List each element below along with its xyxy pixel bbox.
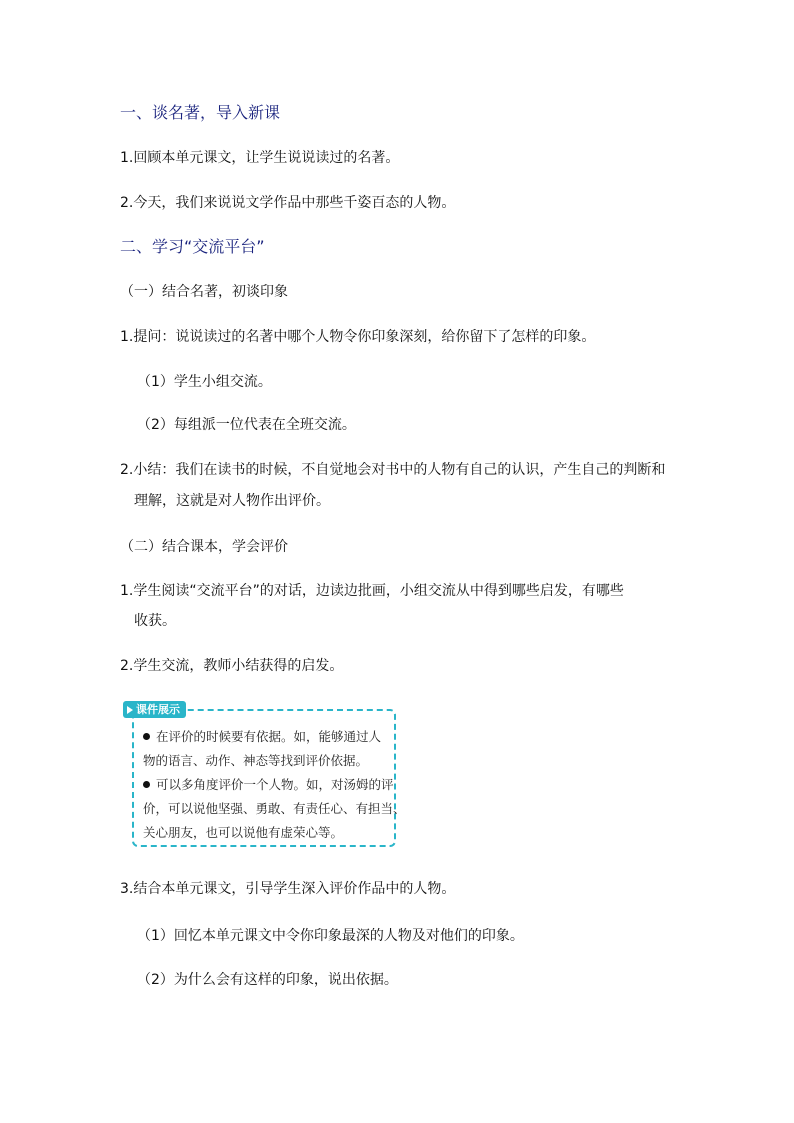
- subsection-1-question-b: （2）每组派一位代表在全班交流。: [137, 417, 356, 433]
- section-2-heading: 二、学习“交流平台”: [120, 237, 265, 256]
- subsection-2-item-3-b: （2）为什么会有这样的印象，说出依据。: [137, 972, 398, 988]
- subsection-1-question: 1.提问：说说读过的名著中哪个人物令你印象深刻，给你留下了怎样的印象。: [120, 329, 596, 345]
- subsection-1-summary-line-2: 理解，这就是对人物作出评价。: [134, 493, 330, 509]
- subsection-2-item-2: 2.学生交流，教师小结获得的启发。: [120, 658, 344, 674]
- section-1-item-2: 2.今天，我们来说说文学作品中那些千姿百态的人物。: [120, 195, 456, 211]
- courseware-tag-label: 课件展示: [136, 703, 180, 716]
- bullet-icon: [143, 733, 150, 740]
- subsection-1-question-a: （1）学生小组交流。: [137, 374, 272, 390]
- subsection-1-summary-line-1: 2.小结：我们在读书的时候，不自觉地会对书中的人物有自己的认识，产生自己的判断和: [120, 462, 666, 478]
- courseware-line-3: 可以多角度评价一个人物。如，对汤姆的评: [143, 773, 394, 797]
- play-icon: [127, 706, 133, 714]
- courseware-tag: [123, 701, 186, 718]
- bullet-icon: [143, 781, 150, 788]
- subsection-2-item-3: 3.结合本单元课文，引导学生深入评价作品中的人物。: [120, 881, 456, 897]
- subsection-2-item-3-a: （1）回忆本单元课文中令你印象最深的人物及对他们的印象。: [137, 928, 524, 944]
- courseware-line-5: 关心朋友，也可以说他有虚荣心等。: [143, 825, 344, 840]
- subsection-2-item-1-line-2: 收获。: [134, 613, 176, 629]
- courseware-line-4: 价，可以说他坚强、勇敢、有责任心、有担当、: [143, 801, 406, 816]
- subsection-2-item-1-line-1: 1.学生阅读“交流平台”的对话，边读边批画，小组交流从中得到哪些启发，有哪些: [120, 583, 624, 599]
- courseware-line-2: 物的语言、动作、神态等找到评价依据。: [143, 753, 369, 768]
- section-1-heading: 一、谈名著，导入新课: [120, 103, 281, 122]
- subsection-2-heading: （二）结合课本，学会评价: [120, 539, 288, 555]
- section-1-item-1: 1.回顾本单元课文，让学生说说读过的名著。: [120, 150, 400, 166]
- courseware-line-1: 在评价的时候要有依据。如，能够通过人: [143, 725, 381, 749]
- subsection-1-heading: （一）结合名著，初谈印象: [120, 284, 288, 300]
